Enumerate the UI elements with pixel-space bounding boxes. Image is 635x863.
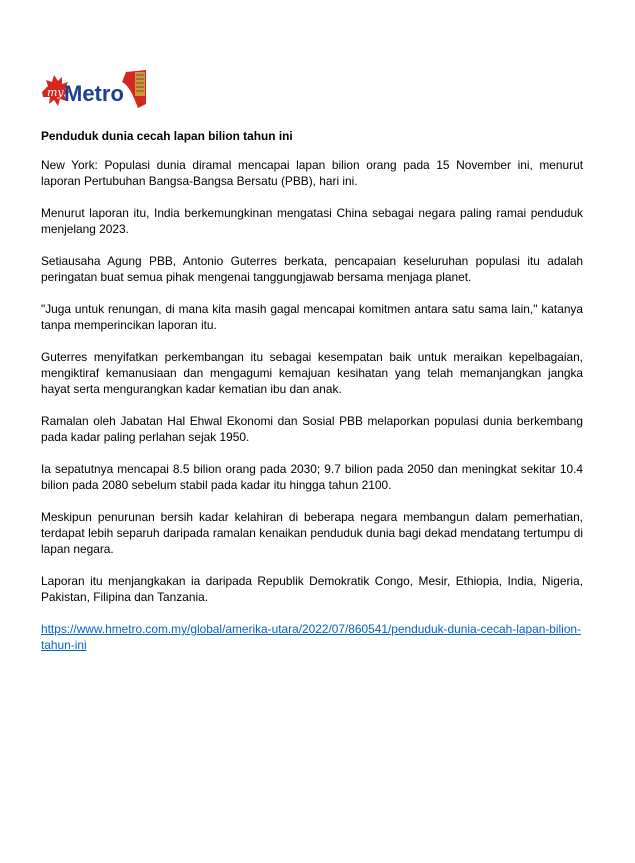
paragraph: Laporan itu menjangkakan ia daripada Republik Demokratik Congo, Mesir, Ethiopia, India, Nigeria, Pakistan, Filipina dan Tanzania. [41,574,583,604]
logo-my-text: my [47,86,64,99]
paragraph: "Juga untuk renungan, di mana kita masih gagal mencapai komitmen antara satu sama lain," katanya tanpa memperincikan laporan itu. [41,302,583,332]
source-link[interactable]: https://www.hmetro.com.my/global/amerika-utara/2022/07/860541/penduduk-dunia-cecah-lapan-bilion-tahun-ini [41,622,582,652]
paragraph: Menurut laporan itu, India berkemungkinan mengatasi China sebagai negara paling ramai penduduk menjelang 2023. [41,206,583,236]
paragraph: Setiausaha Agung PBB, Antonio Guterres berkata, pencapaian keseluruhan populasi itu adalah peringatan buat semua pihak mengenai tanggungjawab bersama menjaga planet. [41,254,583,284]
paragraph: Ia sepatutnya mencapai 8.5 bilion orang pada 2030; 9.7 bilion pada 2050 dan meningkat sekitar 10.4 bilion pada 2080 sebelum stabil pada kadar itu hingga tahun 2100. [41,462,583,492]
hmetro-logo [40,68,148,112]
logo-graphic [40,68,148,112]
paragraph: Guterres menyifatkan perkembangan itu sebagai kesempatan baik untuk meraikan kepelbagaian, mengiktiraf kemanusiaan dan mengagumi kemajuan kesihatan yang telah memanjangkan jangka hayat serta mengurangkan kadar kematian ibu dan anak. [41,350,583,396]
logo-metro-text: Metro [64,81,124,106]
article-title: Penduduk dunia cecah lapan bilion tahun ini [41,129,293,143]
paragraph: Meskipun penurunan bersih kadar kelahiran di beberapa negara membangun dalam pemerhatian, terdapat lebih separuh daripada ramalan kenaikan penduduk dunia bagi dekad mendatang tertumpu di lapan negara. [41,510,583,556]
article [41,128,583,669]
paragraph: Ramalan oleh Jabatan Hal Ehwal Ekonomi dan Sosial PBB melaporkan populasi dunia berkembang pada kadar paling perlahan sejak 1950. [41,414,583,444]
paragraph: New York: Populasi dunia diramal mencapai lapan bilion orang pada 15 November ini, menurut laporan Pertubuhan Bangsa-Bangsa Bersatu (PBB), hari ini. [41,158,583,188]
